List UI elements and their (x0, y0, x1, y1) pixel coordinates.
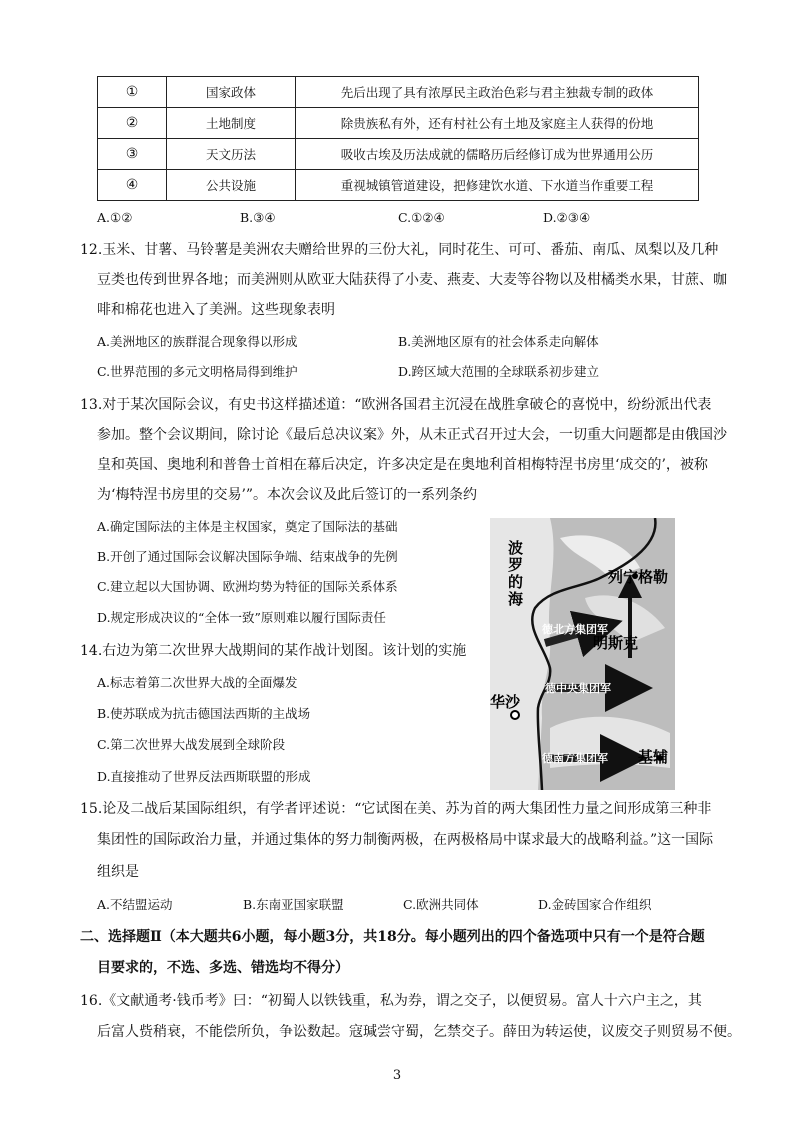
kiev-label: 基辅 (638, 748, 669, 766)
q13-option-c[interactable]: C.建立起以大国协调、欧洲均势为特征的国际关系体系 (97, 579, 398, 594)
q15-stem-line: 组织是 (97, 864, 139, 880)
south-group-label: 德南方集团军 (542, 752, 608, 765)
row-topic: 天文历法 (167, 139, 296, 170)
q12-stem-line: 12.玉米、甘薯、马铃薯是美洲农夫赠给世界的三份大礼，同时花生、可可、番茄、南瓜、凤梨以及几种 (80, 242, 719, 258)
north-group-label: 德北方集团军 (542, 623, 608, 636)
row-topic: 国家政体 (167, 77, 296, 108)
table-row (98, 170, 699, 201)
row-topic: 土地制度 (167, 108, 296, 139)
q13-option-d[interactable]: D.规定形成决议的“全体一致”原则难以履行国际责任 (97, 610, 386, 625)
q13-stem-line: 皇和英国、奥地利和普鲁士首相在幕后决定，许多决定是在奥地利首相梅特涅书房里‘成交的’，被称 (97, 457, 708, 473)
row-number: ① (98, 77, 167, 108)
q15-stem-line: 15.论及二战后某国际组织，有学者评述说：“它试图在美、苏为首的两大集团性力量之间形成第三种非 (80, 801, 712, 817)
warsaw-dot (511, 711, 519, 719)
row-description: 除贵族私有外，还有村社公有土地及家庭主人获得的份地 (296, 108, 699, 139)
sea-char: 海 (508, 590, 524, 608)
table-row (98, 77, 699, 108)
q15-stem-line: 集团性的国际政治力量，并通过集体的努力制衡两极，在两极格局中谋求最大的战略利益。”这一国际 (97, 832, 714, 848)
q15-option-d[interactable]: D.金砖国家合作组织 (538, 897, 652, 912)
war-plan-map (490, 518, 675, 790)
row-description: 吸收古埃及历法成就的儒略历后经修订成为世界通用公历 (296, 139, 699, 170)
sea-char: 罗 (508, 556, 524, 574)
minsk-label: 明斯克 (593, 634, 639, 652)
row-description: 先后出现了具有浓厚民主政治色彩与君主独裁专制的政体 (296, 77, 699, 108)
q13-option-b[interactable]: B.开创了通过国际会议解决国际争端、结束战争的先例 (97, 549, 398, 564)
row-number: ③ (98, 139, 167, 170)
q15-option-b[interactable]: B.东南亚国家联盟 (243, 897, 344, 912)
q13-option-a[interactable]: A.确定国际法的主体是主权国家，奠定了国际法的基础 (97, 519, 398, 534)
q12-stem-line: 豆类也传到世界各地；而美洲则从欧亚大陆获得了小麦、燕麦、大麦等谷物以及柑橘类水果，甘蔗、咖 (97, 272, 727, 288)
q15-option-a[interactable]: A.不结盟运动 (97, 897, 173, 912)
section-two-heading: 二、选择题Ⅱ（本大题共6小题，每小题3分，共18分。每小题列出的四个备选项中只有一个是符合题 (80, 929, 705, 945)
table-row (98, 139, 699, 170)
q11-option-c[interactable]: C.①②④ (398, 210, 445, 225)
q11-option-a[interactable]: A.①② (97, 210, 133, 225)
row-description: 重视城镇管道建设，把修建饮水道、下水道当作重要工程 (296, 170, 699, 201)
q12-option-a[interactable]: A.美洲地区的族群混合现象得以形成 (97, 334, 298, 349)
page-number: 3 (392, 1068, 402, 1083)
q13-stem-line: 为‘梅特涅书房里的交易’”。本次会议及此后签订的一系列条约 (97, 487, 478, 503)
row-number: ④ (98, 170, 167, 201)
q14-option-b[interactable]: B.使苏联成为抗击德国法西斯的主战场 (97, 706, 311, 721)
q14-stem-line: 14.右边为第二次世界大战期间的某作战计划图。该计划的实施 (80, 643, 467, 659)
q11-option-d[interactable]: D.②③④ (543, 210, 591, 225)
row-number: ② (98, 108, 167, 139)
q14-option-c[interactable]: C.第二次世界大战发展到全球阶段 (97, 737, 286, 752)
leningrad-label: 列宁格勒 (608, 568, 669, 586)
table-row (98, 108, 699, 139)
q14-option-d[interactable]: D.直接推动了世界反法西斯联盟的形成 (97, 769, 311, 784)
sea-char: 波 (508, 539, 524, 557)
q11-option-b[interactable]: B.③④ (240, 210, 276, 225)
q12-option-d[interactable]: D.跨区域大范围的全球联系初步建立 (398, 364, 600, 379)
center-group-label: 德中央集团军 (545, 682, 611, 695)
q13-stem-line: 13.对于某次国际会议，有史书这样描述道：“欧洲各国君主沉浸在战胜拿破仑的喜悦中，纷纷派出代表 (80, 397, 712, 413)
q16-stem-line: 16.《文献通考·钱币考》曰：“初蜀人以铁钱重，私为券，谓之交子，以便贸易。富人十六户主之，其 (80, 993, 702, 1009)
sea-char: 的 (508, 573, 524, 591)
q15-option-c[interactable]: C.欧洲共同体 (403, 897, 479, 912)
section-two-heading-cont: 目要求的，不选、多选、错选均不得分） (97, 960, 349, 976)
q13-stem-line: 参加。整个会议期间，除讨论《最后总决议案》外，从未正式召开过大会，一切重大问题都是由俄国沙 (97, 427, 727, 443)
comparison-table (97, 76, 699, 201)
q14-option-a[interactable]: A.标志着第二次世界大战的全面爆发 (97, 675, 298, 690)
q16-stem-line: 后富人赀稍衰，不能偿所负，争讼数起。寇瑊尝守蜀，乞禁交子。薛田为转运使，议废交子则贸易不便。 (97, 1024, 741, 1040)
baltic-sea-label (508, 540, 523, 608)
q12-stem-line: 啡和棉花也进入了美洲。这些现象表明 (97, 302, 335, 318)
row-topic: 公共设施 (167, 170, 296, 201)
warsaw-label: 华沙 (490, 693, 521, 711)
q12-option-c[interactable]: C.世界范围的多元文明格局得到维护 (97, 364, 298, 379)
q12-option-b[interactable]: B.美洲地区原有的社会体系走向解体 (398, 334, 599, 349)
